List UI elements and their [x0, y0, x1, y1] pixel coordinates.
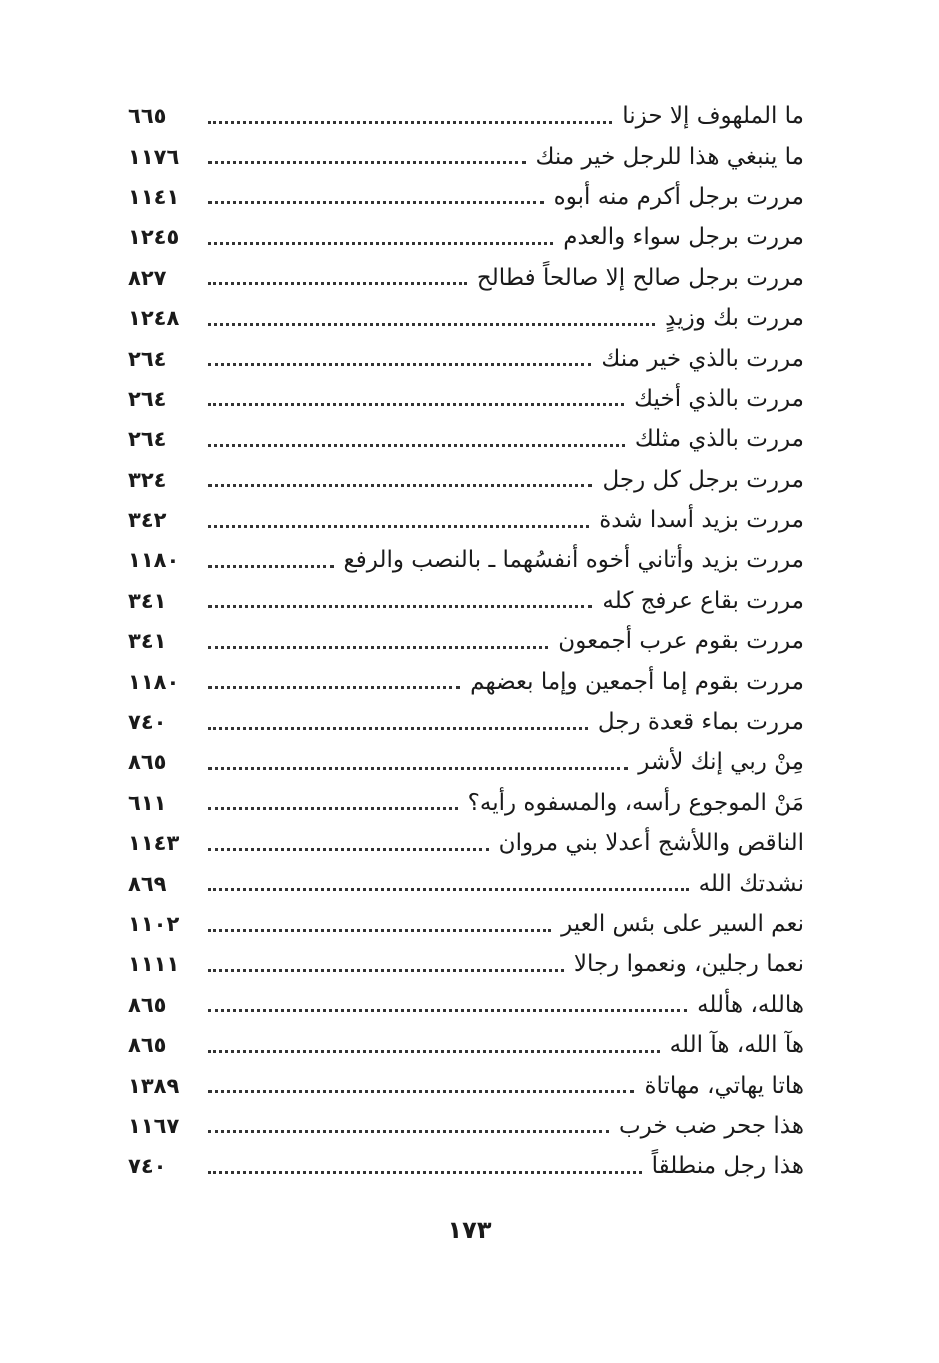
dot-leader	[208, 484, 592, 487]
dot-leader	[208, 565, 334, 568]
index-entry	[128, 258, 804, 298]
index-entry	[128, 177, 804, 217]
index-list	[128, 96, 804, 1187]
index-entry	[128, 783, 804, 823]
entry-text: هالله، هألله	[697, 991, 804, 1018]
entry-text: مِنْ ربي إنك لأشر	[638, 749, 804, 776]
entry-text: مررت بالذي مثلك	[634, 426, 804, 453]
entry-text: مررت بقاع عرفج كله	[602, 587, 804, 614]
entry-page-number: ٧٤٠	[128, 1154, 167, 1179]
entry-text: نشدتك الله	[698, 870, 804, 897]
index-entry	[128, 96, 804, 136]
entry-text: مررت بزيد وأتاني أخوه أنفسُهما ـ بالنصب والرفع	[343, 547, 804, 574]
dot-leader	[208, 848, 489, 851]
dot-leader	[208, 1130, 609, 1133]
entry-text: مررت برجل سواء والعدم	[563, 224, 804, 251]
entry-text: هآ الله، هآ الله	[669, 1032, 804, 1059]
index-entry	[128, 985, 804, 1025]
dot-leader	[208, 1050, 660, 1053]
dot-leader	[208, 121, 612, 124]
entry-text: مررت برجل أكرم منه أبوه	[553, 183, 804, 210]
entry-text: ما الملهوف إلا حزنا	[622, 103, 804, 130]
dot-leader	[208, 242, 553, 245]
index-entry	[128, 823, 804, 863]
index-entry	[128, 742, 804, 782]
page-number: ١٧٣	[447, 1216, 492, 1244]
entry-page-number: ٣٤١	[128, 588, 167, 613]
entry-page-number: ٨٦٥	[128, 1033, 167, 1058]
dot-leader	[208, 363, 591, 366]
index-entry	[128, 500, 804, 540]
entry-text: نعما رجلين، ونعموا رجالا	[573, 951, 804, 978]
index-entry	[128, 217, 804, 257]
entry-page-number: ١١١١	[128, 952, 180, 977]
entry-page-number: ٦١١	[128, 790, 167, 815]
index-entry	[128, 338, 804, 378]
entry-page-number: ٢٦٤	[128, 427, 167, 452]
dot-leader	[208, 525, 589, 528]
index-entry	[128, 1065, 804, 1105]
dot-leader	[208, 888, 689, 891]
index-entry	[128, 1106, 804, 1146]
dot-leader	[208, 1171, 642, 1174]
dot-leader	[208, 605, 592, 608]
entry-page-number: ٣٤١	[128, 629, 167, 654]
entry-page-number: ٣٤٢	[128, 508, 167, 533]
entry-text: مررت بالذي أخيك	[634, 385, 804, 412]
dot-leader	[208, 929, 551, 932]
dot-leader	[208, 807, 458, 810]
entry-text: الناقص واللأشج أعدلا بني مروان	[498, 830, 804, 857]
entry-page-number: ١١٤١	[128, 184, 180, 209]
index-entry	[128, 540, 804, 580]
entry-text: مررت برجل كل رجل	[602, 466, 804, 493]
index-entry	[128, 298, 804, 338]
entry-page-number: ١١٧٦	[128, 144, 180, 169]
entry-text: مررت بقوم إما أجمعين وإما بعضهم	[470, 668, 804, 695]
index-entry	[128, 621, 804, 661]
entry-text: مررت بزيد أسدا شدة	[599, 507, 804, 534]
entry-page-number: ١٢٤٨	[128, 306, 180, 331]
entry-page-number: ٧٤٠	[128, 710, 167, 735]
entry-page-number: ١١٦٧	[128, 1113, 180, 1138]
entry-page-number: ١١٨٠	[128, 548, 180, 573]
dot-leader	[208, 646, 548, 649]
entry-page-number: ١٣٨٩	[128, 1073, 180, 1098]
dot-leader	[208, 403, 624, 406]
dot-leader	[208, 161, 526, 164]
entry-text: هاتا يهاتي، مهاتاة	[644, 1072, 804, 1099]
index-entry	[128, 702, 804, 742]
index-entry	[128, 379, 804, 419]
index-entry	[128, 460, 804, 500]
index-entry	[128, 136, 804, 176]
entry-text: ما ينبغي هذا للرجل خير منك	[535, 143, 804, 170]
dot-leader	[208, 444, 625, 447]
entry-page-number: ٢٦٤	[128, 386, 167, 411]
entry-page-number: ١٢٤٥	[128, 225, 180, 250]
dot-leader	[208, 1090, 634, 1093]
entry-page-number: ٢٦٤	[128, 346, 167, 371]
entry-text: مررت بالذي خير منك	[601, 345, 804, 372]
entry-text: مررت برجل صالح إلا صالحاً فطالح	[476, 264, 804, 291]
entry-page-number: ٨٦٥	[128, 750, 167, 775]
index-entry	[128, 1146, 804, 1186]
index-entry	[128, 904, 804, 944]
dot-leader	[208, 686, 460, 689]
dot-leader	[208, 727, 588, 730]
entry-page-number: ١١٨٠	[128, 669, 180, 694]
dot-leader	[208, 969, 564, 972]
index-entry	[128, 863, 804, 903]
entry-text: هذا رجل منطلقاً	[651, 1153, 804, 1180]
dot-leader	[208, 201, 544, 204]
entry-page-number: ٦٦٥	[128, 104, 167, 129]
entry-text: مررت بماء قعدة رجل	[597, 709, 804, 736]
index-entry	[128, 944, 804, 984]
entry-text: نعم السير على بئس العير	[561, 911, 804, 937]
index-entry	[128, 419, 804, 459]
entry-page-number: ٨٢٧	[128, 265, 167, 290]
index-entry	[128, 661, 804, 701]
entry-text: مَنْ الموجوع رأسه، والمسفوه رأيه؟	[467, 789, 804, 816]
dot-leader	[208, 323, 655, 326]
entry-text: مررت بقوم عرب أجمعون	[558, 628, 804, 655]
dot-leader	[208, 1009, 687, 1012]
entry-page-number: ٨٦٩	[128, 871, 167, 896]
entry-text: مررت بك وزيدٍ	[665, 305, 804, 332]
index-entry	[128, 1025, 804, 1065]
entry-text: هذا جحر ضب خرب	[619, 1112, 804, 1139]
entry-page-number: ٣٢٤	[128, 467, 167, 492]
index-entry	[128, 581, 804, 621]
dot-leader	[208, 282, 467, 285]
entry-page-number: ٨٦٥	[128, 992, 167, 1017]
entry-page-number: ١١٤٣	[128, 831, 180, 856]
dot-leader	[208, 767, 628, 770]
entry-page-number: ١١٠٢	[128, 912, 180, 936]
